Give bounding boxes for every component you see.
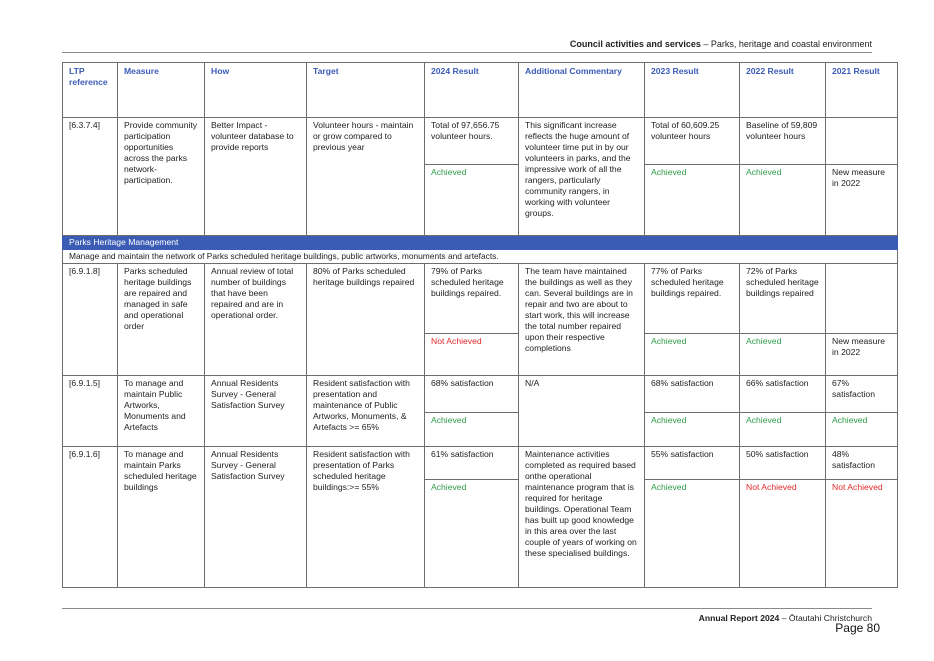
how: Annual Residents Survey - General Satisfaction Survey [205, 376, 307, 447]
measure: Provide community participation opportunities across the parks network-participation. [118, 118, 205, 236]
how: Annual review of total number of buildings that have been repaired and are in operational order. [205, 264, 307, 376]
status-2024: Achieved [425, 165, 519, 236]
table-row [63, 118, 898, 165]
status-2024: Achieved [425, 480, 519, 588]
result-2021 [826, 264, 898, 334]
ltp-ref: [6.9.1.5] [63, 376, 118, 447]
target: Resident satisfaction with presentation of Parks scheduled heritage buildings:>= 55% [307, 447, 425, 588]
running-header [570, 39, 872, 49]
ltp-ref: [6.3.7.4] [63, 118, 118, 236]
section-description-row [63, 250, 898, 264]
page-number: Page 80 [835, 621, 880, 635]
col-header-2022: 2022 Result [740, 63, 826, 118]
result-2021: 67% satisfaction [826, 376, 898, 413]
performance-table [62, 62, 898, 588]
result-2022: 50% satisfaction [740, 447, 826, 480]
status-2023: Achieved [645, 413, 740, 447]
result-2024: 68% satisfaction [425, 376, 519, 413]
status-2021: New measure in 2022 [826, 334, 898, 376]
footer-report-title: Annual Report 2024 [698, 613, 780, 623]
measure: To manage and maintain Parks scheduled heritage buildings [118, 447, 205, 588]
result-2021 [826, 118, 898, 165]
col-header-how: How [205, 63, 307, 118]
col-header-ltp: LTP reference [63, 63, 118, 118]
ltp-ref: [6.9.1.8] [63, 264, 118, 376]
commentary: The team have maintained the buildings as well as they can. Several buildings are in repair and two are about to start work, this will increase the total number repaired upon their respective completions [519, 264, 645, 376]
how: Better Impact - volunteer database to provide reports [205, 118, 307, 236]
result-2021: 48% satisfaction [826, 447, 898, 480]
table-row [63, 447, 898, 480]
footer-place: – Ōtautahi Christchurch [779, 613, 872, 623]
target: Resident satisfaction with presentation and maintenance of Public Artworks, Monuments, & Artefacts >= 65% [307, 376, 425, 447]
status-2023: Achieved [645, 480, 740, 588]
table-header-row [63, 63, 898, 118]
section-description: Manage and maintain the network of Parks scheduled heritage buildings, public artworks, monuments and artefacts. [63, 250, 898, 264]
header-subsection: – Parks, heritage and coastal environment [700, 39, 872, 49]
result-2024: Total of 97,656.75 volunteer hours. [425, 118, 519, 165]
status-2021: Not Achieved [826, 480, 898, 588]
measure: To manage and maintain Public Artworks, Monuments and Artefacts [118, 376, 205, 447]
status-2023: Achieved [645, 165, 740, 236]
section-title: Parks Heritage Management [63, 236, 898, 250]
target: Volunteer hours - maintain or grow compared to previous year [307, 118, 425, 236]
result-2024: 79% of Parks scheduled heritage buildings repaired. [425, 264, 519, 334]
col-header-2021: 2021 Result [826, 63, 898, 118]
header-divider [62, 52, 872, 53]
how: Annual Residents Survey - General Satisfaction Survey [205, 447, 307, 588]
status-2022: Not Achieved [740, 480, 826, 588]
result-2024: 61% satisfaction [425, 447, 519, 480]
col-header-target: Target [307, 63, 425, 118]
measure: Parks scheduled heritage buildings are repaired and managed in safe and operational order [118, 264, 205, 376]
result-2022: Baseline of 59,809 volunteer hours [740, 118, 826, 165]
commentary: This significant increase reflects the huge amount of volunteer time put in by our volunteers in parks, and the impressive work of all the rangers, particularly community rangers, in working with volunteer groups. [519, 118, 645, 236]
status-2022: Achieved [740, 413, 826, 447]
status-2023: Achieved [645, 334, 740, 376]
status-2024: Not Achieved [425, 334, 519, 376]
header-section: Council activities and services [569, 39, 701, 49]
table-row [63, 264, 898, 334]
col-header-2024: 2024 Result [425, 63, 519, 118]
col-header-2023: 2023 Result [645, 63, 740, 118]
footer-divider [62, 608, 872, 609]
result-2023: 55% satisfaction [645, 447, 740, 480]
ltp-ref: [6.9.1.6] [63, 447, 118, 588]
section-header-row [63, 236, 898, 250]
commentary: Maintenance activities completed as required based onthe operational maintenance program that is required for heritage buildings. Operational Team has built up good knowledge in this area over the last couple of years of working on these specialised buildings. [519, 447, 645, 588]
result-2022: 66% satisfaction [740, 376, 826, 413]
result-2023: 68% satisfaction [645, 376, 740, 413]
result-2023: 77% of Parks scheduled heritage buildings repaired. [645, 264, 740, 334]
col-header-commentary: Additional Commentary [519, 63, 645, 118]
status-2021: Achieved [826, 413, 898, 447]
result-2023: Total of 60,609.25 volunteer hours [645, 118, 740, 165]
col-header-measure: Measure [118, 63, 205, 118]
table-row [63, 376, 898, 413]
status-2024: Achieved [425, 413, 519, 447]
status-2021: New measure in 2022 [826, 165, 898, 236]
status-2022: Achieved [740, 165, 826, 236]
target: 80% of Parks scheduled heritage buildings repaired [307, 264, 425, 376]
status-2022: Achieved [740, 334, 826, 376]
result-2022: 72% of Parks scheduled heritage buildings repaired [740, 264, 826, 334]
commentary: N/A [519, 376, 645, 447]
